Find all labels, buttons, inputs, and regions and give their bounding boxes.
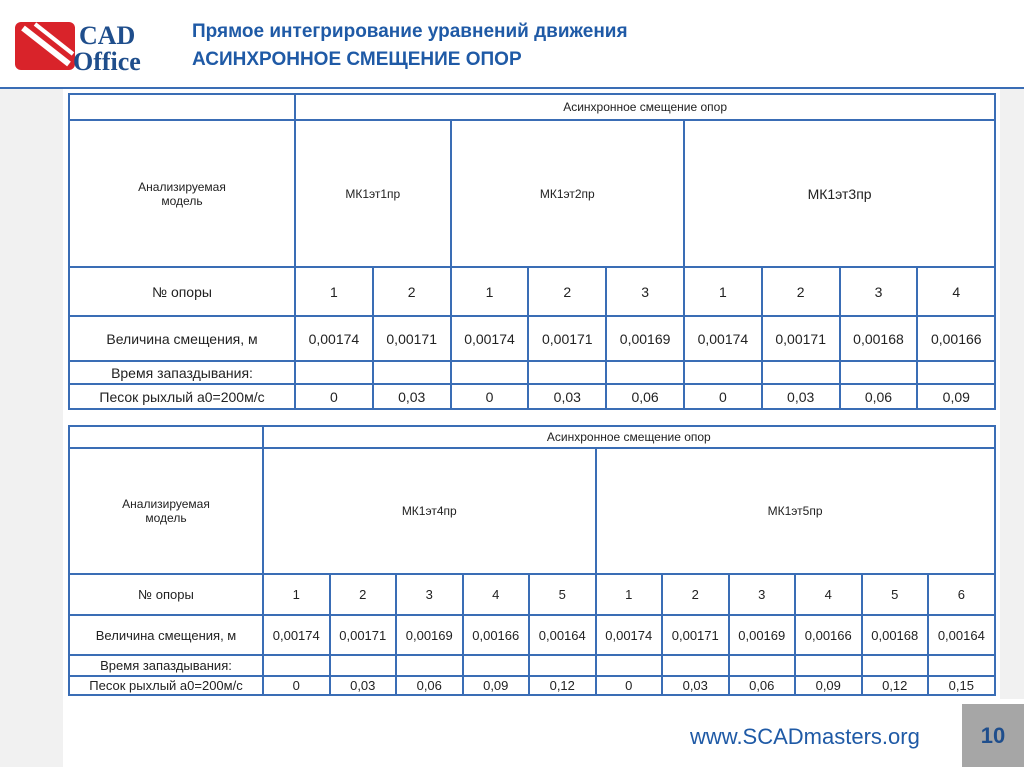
cell: 2 — [762, 267, 840, 316]
cell: 6 — [928, 574, 995, 615]
cell: 0,00171 — [373, 316, 451, 361]
table-series-1 — [68, 93, 996, 410]
scad-office-logo — [13, 18, 173, 74]
cell: 1 — [295, 267, 373, 316]
right-margin-strip — [1000, 89, 1024, 699]
model-name: МК1эт4пр — [263, 448, 596, 574]
cell: 4 — [917, 267, 995, 316]
cell: 0,03 — [762, 384, 840, 409]
model-name: МК1эт5пр — [596, 448, 995, 574]
cell: 0,06 — [606, 384, 684, 409]
cell: 0,03 — [528, 384, 606, 409]
cell: 0,00164 — [529, 615, 596, 655]
svg-text:Office: Office — [73, 47, 141, 74]
cell: 3 — [606, 267, 684, 316]
left-margin-strip — [0, 89, 63, 767]
cell: 0,06 — [840, 384, 918, 409]
cell: 0,00174 — [263, 615, 330, 655]
cell: 0,00169 — [396, 615, 463, 655]
cell: 0,00174 — [596, 615, 663, 655]
cell: 0,15 — [928, 676, 995, 695]
cell: 0,00166 — [795, 615, 862, 655]
row-label: Песок рыхлый а0=200м/с — [69, 384, 295, 409]
model-name: МК1эт3пр — [684, 120, 995, 267]
cell: 5 — [862, 574, 929, 615]
cell: 0,00166 — [463, 615, 530, 655]
table-row — [69, 316, 995, 361]
cell: 2 — [373, 267, 451, 316]
row-label: № опоры — [69, 574, 263, 615]
cell: 0,00171 — [762, 316, 840, 361]
table-series-2 — [68, 425, 996, 696]
header-divider — [0, 87, 1024, 89]
model-label: Анализируемая модель — [69, 448, 263, 574]
cell: 3 — [729, 574, 796, 615]
cell: 0,12 — [529, 676, 596, 695]
row-label: Величина смещения, м — [69, 615, 263, 655]
cell: 0,12 — [862, 676, 929, 695]
cell: 3 — [840, 267, 918, 316]
cell: 4 — [795, 574, 862, 615]
title-line-2: АСИНХРОННОЕ СМЕЩЕНИЕ ОПОР — [192, 49, 522, 70]
cell: 0,03 — [330, 676, 397, 695]
model-label: Анализируемая модель — [69, 120, 295, 267]
cell: 0,00164 — [928, 615, 995, 655]
cell: 0,00166 — [917, 316, 995, 361]
website-link[interactable]: www.SCADmasters.org — [690, 724, 920, 749]
cell: 1 — [684, 267, 762, 316]
row-label: Время запаздывания: — [69, 655, 263, 676]
table-row — [69, 574, 995, 615]
cell: 3 — [396, 574, 463, 615]
cell: 0,00168 — [840, 316, 918, 361]
cell: 1 — [263, 574, 330, 615]
cell: 0,00174 — [451, 316, 529, 361]
cell: 0 — [451, 384, 529, 409]
title-line-1: Прямое интегрирование уравнений движения — [192, 21, 628, 42]
svg-text:CAD: CAD — [79, 21, 136, 50]
cell: 0,00171 — [330, 615, 397, 655]
cell: 1 — [596, 574, 663, 615]
table-row — [69, 267, 995, 316]
page-number: 10 — [962, 704, 1024, 767]
page-title — [192, 18, 628, 74]
model-name: МК1эт1пр — [295, 120, 451, 267]
table-row — [69, 615, 995, 655]
cell: 0,00174 — [295, 316, 373, 361]
row-label: Песок рыхлый а0=200м/с — [69, 676, 263, 695]
cell: 0 — [596, 676, 663, 695]
cell: 4 — [463, 574, 530, 615]
group-header: Асинхронное смещение опор — [263, 426, 995, 448]
cell: 0,00169 — [606, 316, 684, 361]
table-row — [69, 676, 995, 695]
cell: 0,03 — [662, 676, 729, 695]
row-label: Время запаздывания: — [69, 361, 295, 384]
cell: 0 — [295, 384, 373, 409]
cell: 2 — [330, 574, 397, 615]
cell: 0 — [263, 676, 330, 695]
cell: 2 — [528, 267, 606, 316]
cell: 0,00171 — [662, 615, 729, 655]
row-label: № опоры — [69, 267, 295, 316]
cell: 0,09 — [795, 676, 862, 695]
cell: 0,00169 — [729, 615, 796, 655]
table-row — [69, 384, 995, 409]
cell: 1 — [451, 267, 529, 316]
table-row — [69, 655, 995, 676]
cell: 0,00174 — [684, 316, 762, 361]
cell: 5 — [529, 574, 596, 615]
cell: 2 — [662, 574, 729, 615]
row-label: Величина смещения, м — [69, 316, 295, 361]
cell: 0,09 — [463, 676, 530, 695]
cell: 0,06 — [396, 676, 463, 695]
model-name: МК1эт2пр — [451, 120, 684, 267]
cell: 0,06 — [729, 676, 796, 695]
cell: 0,03 — [373, 384, 451, 409]
cell: 0,00171 — [528, 316, 606, 361]
cell: 0,00168 — [862, 615, 929, 655]
group-header: Асинхронное смещение опор — [295, 94, 995, 120]
cell: 0 — [684, 384, 762, 409]
cell: 0,09 — [917, 384, 995, 409]
table-row — [69, 361, 995, 384]
